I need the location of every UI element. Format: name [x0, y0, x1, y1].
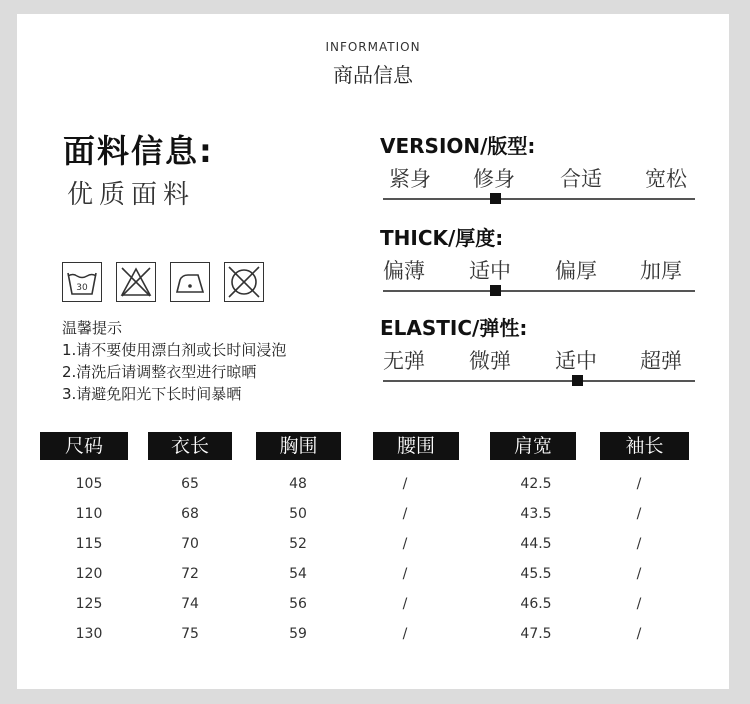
cell-chest: 52 [289, 536, 307, 552]
thickness-selected-marker [490, 285, 501, 296]
tip-item: 2.清洗后请调整衣型进行晾晒 [62, 363, 257, 381]
no-tumble-dry-icon [224, 262, 264, 302]
cell-size: 110 [75, 506, 103, 522]
thickness-option: 适中 [469, 259, 511, 283]
col-header-sleeve: 袖长 [600, 432, 689, 460]
cell-size: 125 [75, 596, 103, 612]
cell-chest: 56 [289, 596, 307, 612]
cell-chest: 54 [289, 566, 307, 582]
cell-length: 68 [181, 506, 199, 522]
cell-shoulder: 47.5 [520, 626, 552, 642]
version-option: 宽松 [645, 167, 687, 191]
cell-length: 65 [181, 476, 199, 492]
cell-size: 115 [75, 536, 103, 552]
cell-waist: / [402, 476, 408, 492]
version-title: VERSION/版型: [380, 134, 536, 158]
elasticity-title: ELASTIC/弹性: [380, 316, 528, 340]
cell-size: 120 [75, 566, 103, 582]
col-header-waist: 腰围 [373, 432, 459, 460]
iron-icon [170, 262, 210, 302]
thickness-option: 加厚 [640, 259, 682, 283]
cell-length: 70 [181, 536, 199, 552]
version-selected-marker [490, 193, 501, 204]
elasticity-option: 无弹 [383, 349, 425, 373]
col-header-length: 衣长 [148, 432, 232, 460]
cell-waist: / [402, 566, 408, 582]
care-icons [62, 262, 264, 302]
wash-temp-label: 30 [76, 283, 88, 293]
col-header-chest: 胸围 [256, 432, 341, 460]
cell-shoulder: 42.5 [520, 476, 552, 492]
thickness-title: THICK/厚度: [380, 226, 504, 250]
cell-length: 74 [181, 596, 199, 612]
thickness-scale-line [383, 290, 695, 292]
cell-sleeve: / [636, 476, 642, 492]
cell-waist: / [402, 536, 408, 552]
cell-waist: / [402, 506, 408, 522]
version-option: 修身 [473, 167, 515, 191]
tip-item: 3.请避免阳光下长时间暴晒 [62, 385, 242, 403]
cell-size: 130 [75, 626, 103, 642]
cell-chest: 50 [289, 506, 307, 522]
version-scale-line [383, 198, 695, 200]
version-option: 合适 [560, 167, 602, 191]
cell-shoulder: 44.5 [520, 536, 552, 552]
cell-length: 75 [181, 626, 199, 642]
cell-waist: / [402, 626, 408, 642]
elasticity-scale [380, 312, 695, 379]
fabric-title: 面料信息: [63, 132, 214, 170]
thickness-option: 偏薄 [383, 259, 425, 283]
fabric-subtitle: 优质面料 [67, 180, 196, 210]
tips-title: 温馨提示 [62, 319, 123, 337]
elasticity-selected-marker [572, 375, 583, 386]
cell-shoulder: 43.5 [520, 506, 552, 522]
thickness-option: 偏厚 [555, 259, 597, 283]
tip-item: 1.请不要使用漂白剂或长时间浸泡 [62, 341, 287, 359]
cell-sleeve: / [636, 596, 642, 612]
care-tips [62, 317, 286, 405]
cell-chest: 48 [289, 476, 307, 492]
elasticity-option: 适中 [555, 349, 597, 373]
cell-length: 72 [181, 566, 199, 582]
elasticity-scale-line [383, 380, 695, 382]
cell-sleeve: / [636, 566, 642, 582]
version-option: 紧身 [389, 167, 431, 191]
version-scale [380, 130, 695, 197]
cell-shoulder: 46.5 [520, 596, 552, 612]
product-info-card [17, 14, 729, 689]
elasticity-option: 微弹 [469, 349, 511, 373]
header-english: INFORMATION [325, 40, 421, 54]
cell-sleeve: / [636, 506, 642, 522]
cell-size: 105 [75, 476, 103, 492]
col-header-shoulder: 肩宽 [490, 432, 576, 460]
header-title: 商品信息 [333, 63, 413, 87]
cell-waist: / [402, 596, 408, 612]
size-table [17, 432, 729, 672]
col-header-size: 尺码 [40, 432, 128, 460]
thickness-scale [380, 222, 695, 289]
wash-30-icon [62, 262, 102, 302]
cell-chest: 59 [289, 626, 307, 642]
cell-sleeve: / [636, 536, 642, 552]
no-bleach-icon [116, 262, 156, 302]
cell-shoulder: 45.5 [520, 566, 552, 582]
cell-sleeve: / [636, 626, 642, 642]
elasticity-option: 超弹 [640, 349, 682, 373]
